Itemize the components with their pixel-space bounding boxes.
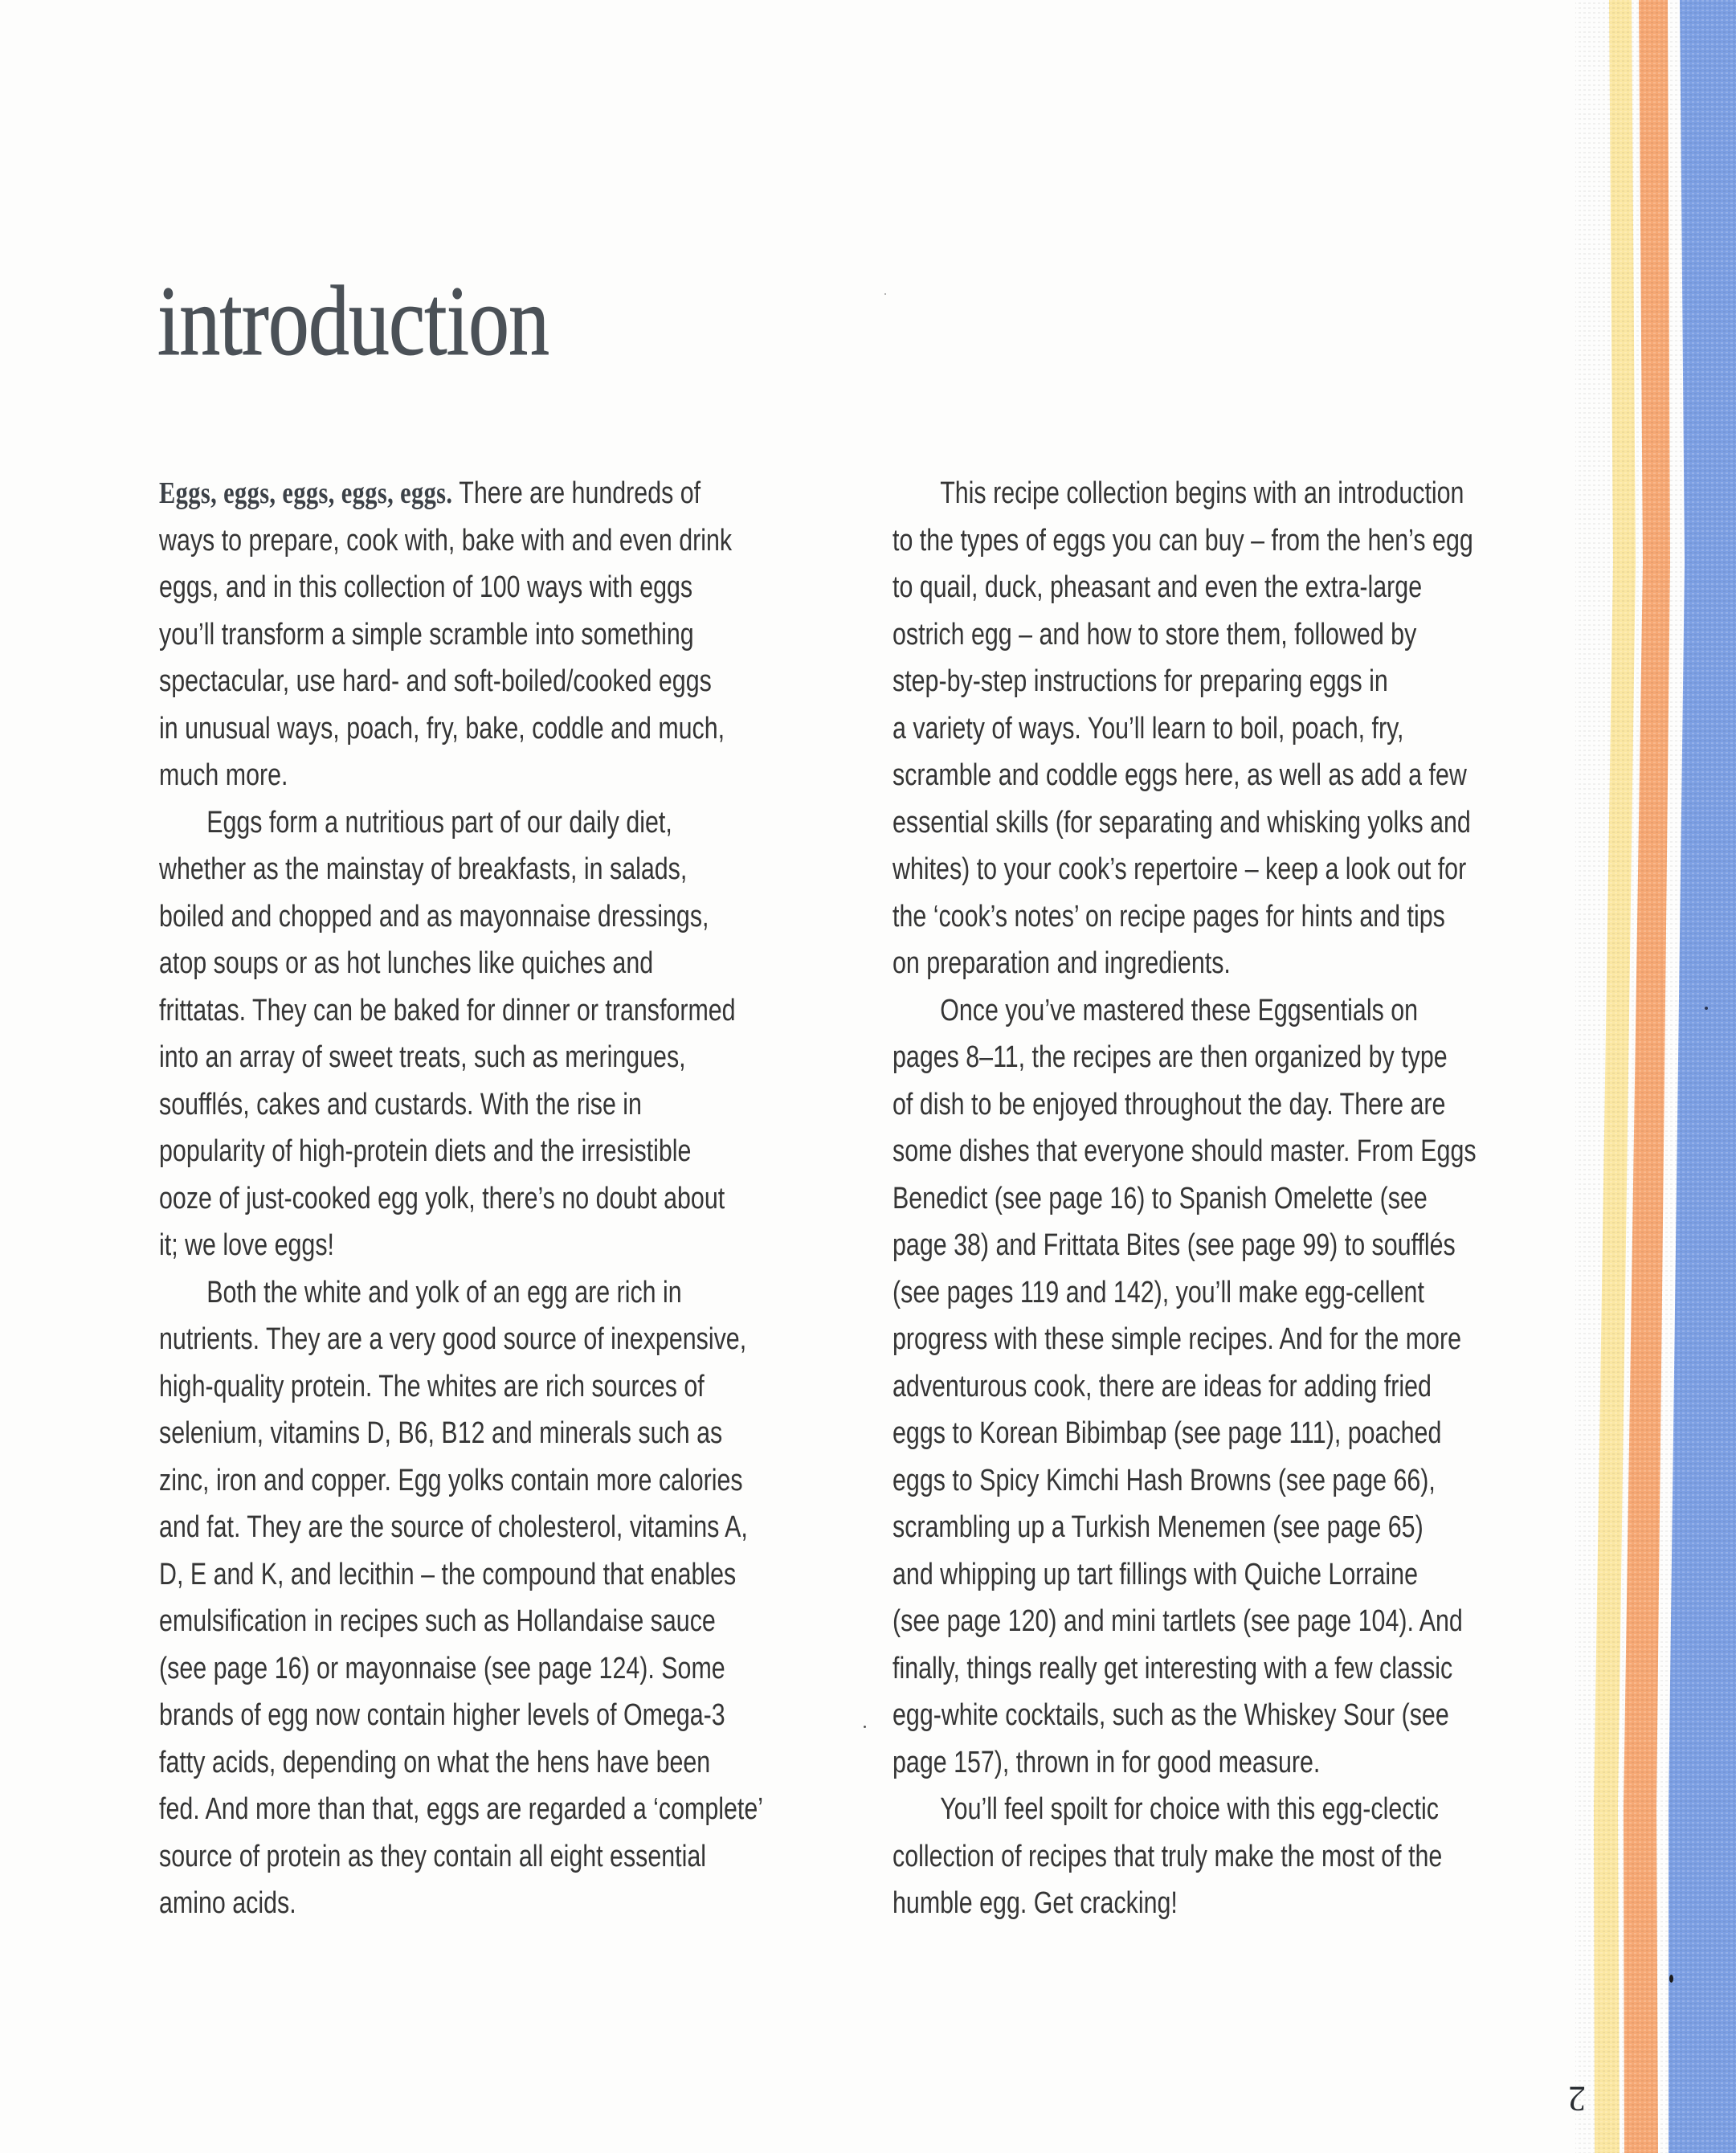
text-line: a variety of ways. You’ll learn to boil, poach, fry, bbox=[893, 711, 1404, 746]
paragraph-start-line: Eggs form a nutritious part of our daily diet, bbox=[206, 805, 672, 840]
text-line: spectacular, use hard- and soft-boiled/cooked eggs bbox=[159, 664, 712, 698]
text-line: humble egg. Get cracking! bbox=[893, 1886, 1178, 1920]
text-line: D, E and K, and lecithin – the compound that enables bbox=[159, 1557, 737, 1591]
text-line: scrambling up a Turkish Menemen (see page 65) bbox=[893, 1510, 1424, 1544]
text-line: much more. bbox=[159, 758, 288, 792]
text-line: some dishes that everyone should master. From Eggs bbox=[893, 1134, 1477, 1168]
text-line: finally, things really get interesting with a few classic bbox=[893, 1651, 1453, 1685]
text-line: page 38) and Frittata Bites (see page 99) to soufflés bbox=[893, 1228, 1456, 1262]
text-line: progress with these simple recipes. And for the more bbox=[893, 1322, 1461, 1356]
text-line: scramble and coddle eggs here, as well as add a few bbox=[893, 758, 1467, 792]
text-line: boiled and chopped and as mayonnaise dressings, bbox=[159, 899, 709, 934]
paragraph-start-line: Both the white and yolk of an egg are rich in bbox=[206, 1275, 682, 1309]
paragraph-start-line: You’ll feel spoilt for choice with this egg-clectic bbox=[940, 1792, 1439, 1826]
text-line: into an array of sweet treats, such as meringues, bbox=[159, 1040, 686, 1074]
text-line: eggs, and in this collection of 100 ways with eggs bbox=[159, 570, 693, 604]
text-line: adventurous cook, there are ideas for adding fried bbox=[893, 1369, 1432, 1403]
text-line: to the types of eggs you can buy – from the hen’s egg bbox=[893, 523, 1473, 558]
text-line: popularity of high-protein diets and the irresistible bbox=[159, 1134, 692, 1168]
text-line: page 157), thrown in for good measure. bbox=[893, 1745, 1321, 1779]
text-line: pages 8–11, the recipes are then organized by type bbox=[893, 1040, 1448, 1074]
text-line: it; we love eggs! bbox=[159, 1228, 334, 1262]
text-line: (see page 16) or mayonnaise (see page 124). Some bbox=[159, 1651, 725, 1685]
lead-in-text: Eggs, eggs, eggs, eggs, eggs. bbox=[159, 476, 453, 510]
text-line: to quail, duck, pheasant and even the extra-large bbox=[893, 570, 1423, 604]
text-line: whether as the mainstay of breakfasts, in salads, bbox=[159, 852, 688, 886]
text-line: nutrients. They are a very good source of inexpensive, bbox=[159, 1322, 747, 1356]
text-line: fatty acids, depending on what the hens have been bbox=[159, 1745, 711, 1779]
text-line: ooze of just-cooked egg yolk, there’s no doubt about bbox=[159, 1181, 725, 1215]
text-line: of dish to be enjoyed throughout the day. There are bbox=[893, 1087, 1446, 1121]
page-number: 2 bbox=[1568, 2079, 1586, 2118]
scan-speck bbox=[1669, 1975, 1673, 1983]
striped-fabric-edge bbox=[1575, 0, 1736, 2153]
text-line: the ‘cook’s notes’ on recipe pages for hints and tips bbox=[893, 899, 1445, 934]
text-line: and fat. They are the source of cholesterol, vitamins A, bbox=[159, 1510, 748, 1544]
page-title: introduction bbox=[157, 266, 549, 376]
text-line: ways to prepare, cook with, bake with and even drink bbox=[159, 523, 733, 558]
text-line: (see page 120) and mini tartlets (see page 104). And bbox=[893, 1604, 1463, 1638]
left-column bbox=[159, 470, 850, 1927]
text-line: fed. And more than that, eggs are regarded a ‘complete’ bbox=[159, 1792, 764, 1826]
text-line: ostrich egg – and how to store them, followed by bbox=[893, 617, 1417, 652]
text-line: you’ll transform a simple scramble into something bbox=[159, 617, 694, 652]
text-line: collection of recipes that truly make the most of the bbox=[893, 1839, 1443, 1873]
text-line: zinc, iron and copper. Egg yolks contain more calories bbox=[159, 1463, 743, 1497]
text-line: frittatas. They can be baked for dinner or transformed bbox=[159, 993, 736, 1027]
text-line: high-quality protein. The whites are rich sources of bbox=[159, 1369, 705, 1403]
text-line: whites) to your cook’s repertoire – keep a look out for bbox=[893, 852, 1467, 886]
scan-speck bbox=[864, 1726, 866, 1728]
text-line: Benedict (see page 16) to Spanish Omelette (see bbox=[893, 1181, 1428, 1215]
text-line: soufflés, cakes and custards. With the rise in bbox=[159, 1087, 642, 1121]
paragraph-start-line: This recipe collection begins with an introduction bbox=[940, 476, 1464, 510]
text-line: Eggs, eggs, eggs, eggs, eggs. There are hundreds of bbox=[159, 476, 701, 510]
text-line: essential skills (for separating and whisking yolks and bbox=[893, 805, 1471, 840]
text-line: eggs to Spicy Kimchi Hash Browns (see page 66), bbox=[893, 1463, 1436, 1497]
text-line: selenium, vitamins D, B6, B12 and minerals such as bbox=[159, 1416, 723, 1450]
right-column bbox=[893, 470, 1583, 1927]
text-line: source of protein as they contain all eight essential bbox=[159, 1839, 707, 1873]
text-line: emulsification in recipes such as Hollandaise sauce bbox=[159, 1604, 716, 1638]
text-line: amino acids. bbox=[159, 1886, 296, 1920]
text-line: in unusual ways, poach, fry, bake, coddle and much, bbox=[159, 711, 725, 746]
scan-speck bbox=[884, 293, 886, 295]
paragraph-start-line: Once you’ve mastered these Eggsentials on bbox=[940, 993, 1419, 1027]
text-line: and whipping up tart fillings with Quiche Lorraine bbox=[893, 1557, 1418, 1591]
text-line: step-by-step instructions for preparing eggs in bbox=[893, 664, 1388, 698]
text-line: on preparation and ingredients. bbox=[893, 946, 1231, 980]
text-line: eggs to Korean Bibimbap (see page 111), poached bbox=[893, 1416, 1442, 1450]
text-line: atop soups or as hot lunches like quiches and bbox=[159, 946, 654, 980]
text-line: brands of egg now contain higher levels of Omega-3 bbox=[159, 1698, 725, 1732]
scan-speck bbox=[1705, 1007, 1708, 1010]
text-line: (see pages 119 and 142), you’ll make egg-cellent bbox=[893, 1275, 1424, 1309]
text-line: egg-white cocktails, such as the Whiskey Sour (see bbox=[893, 1698, 1449, 1732]
